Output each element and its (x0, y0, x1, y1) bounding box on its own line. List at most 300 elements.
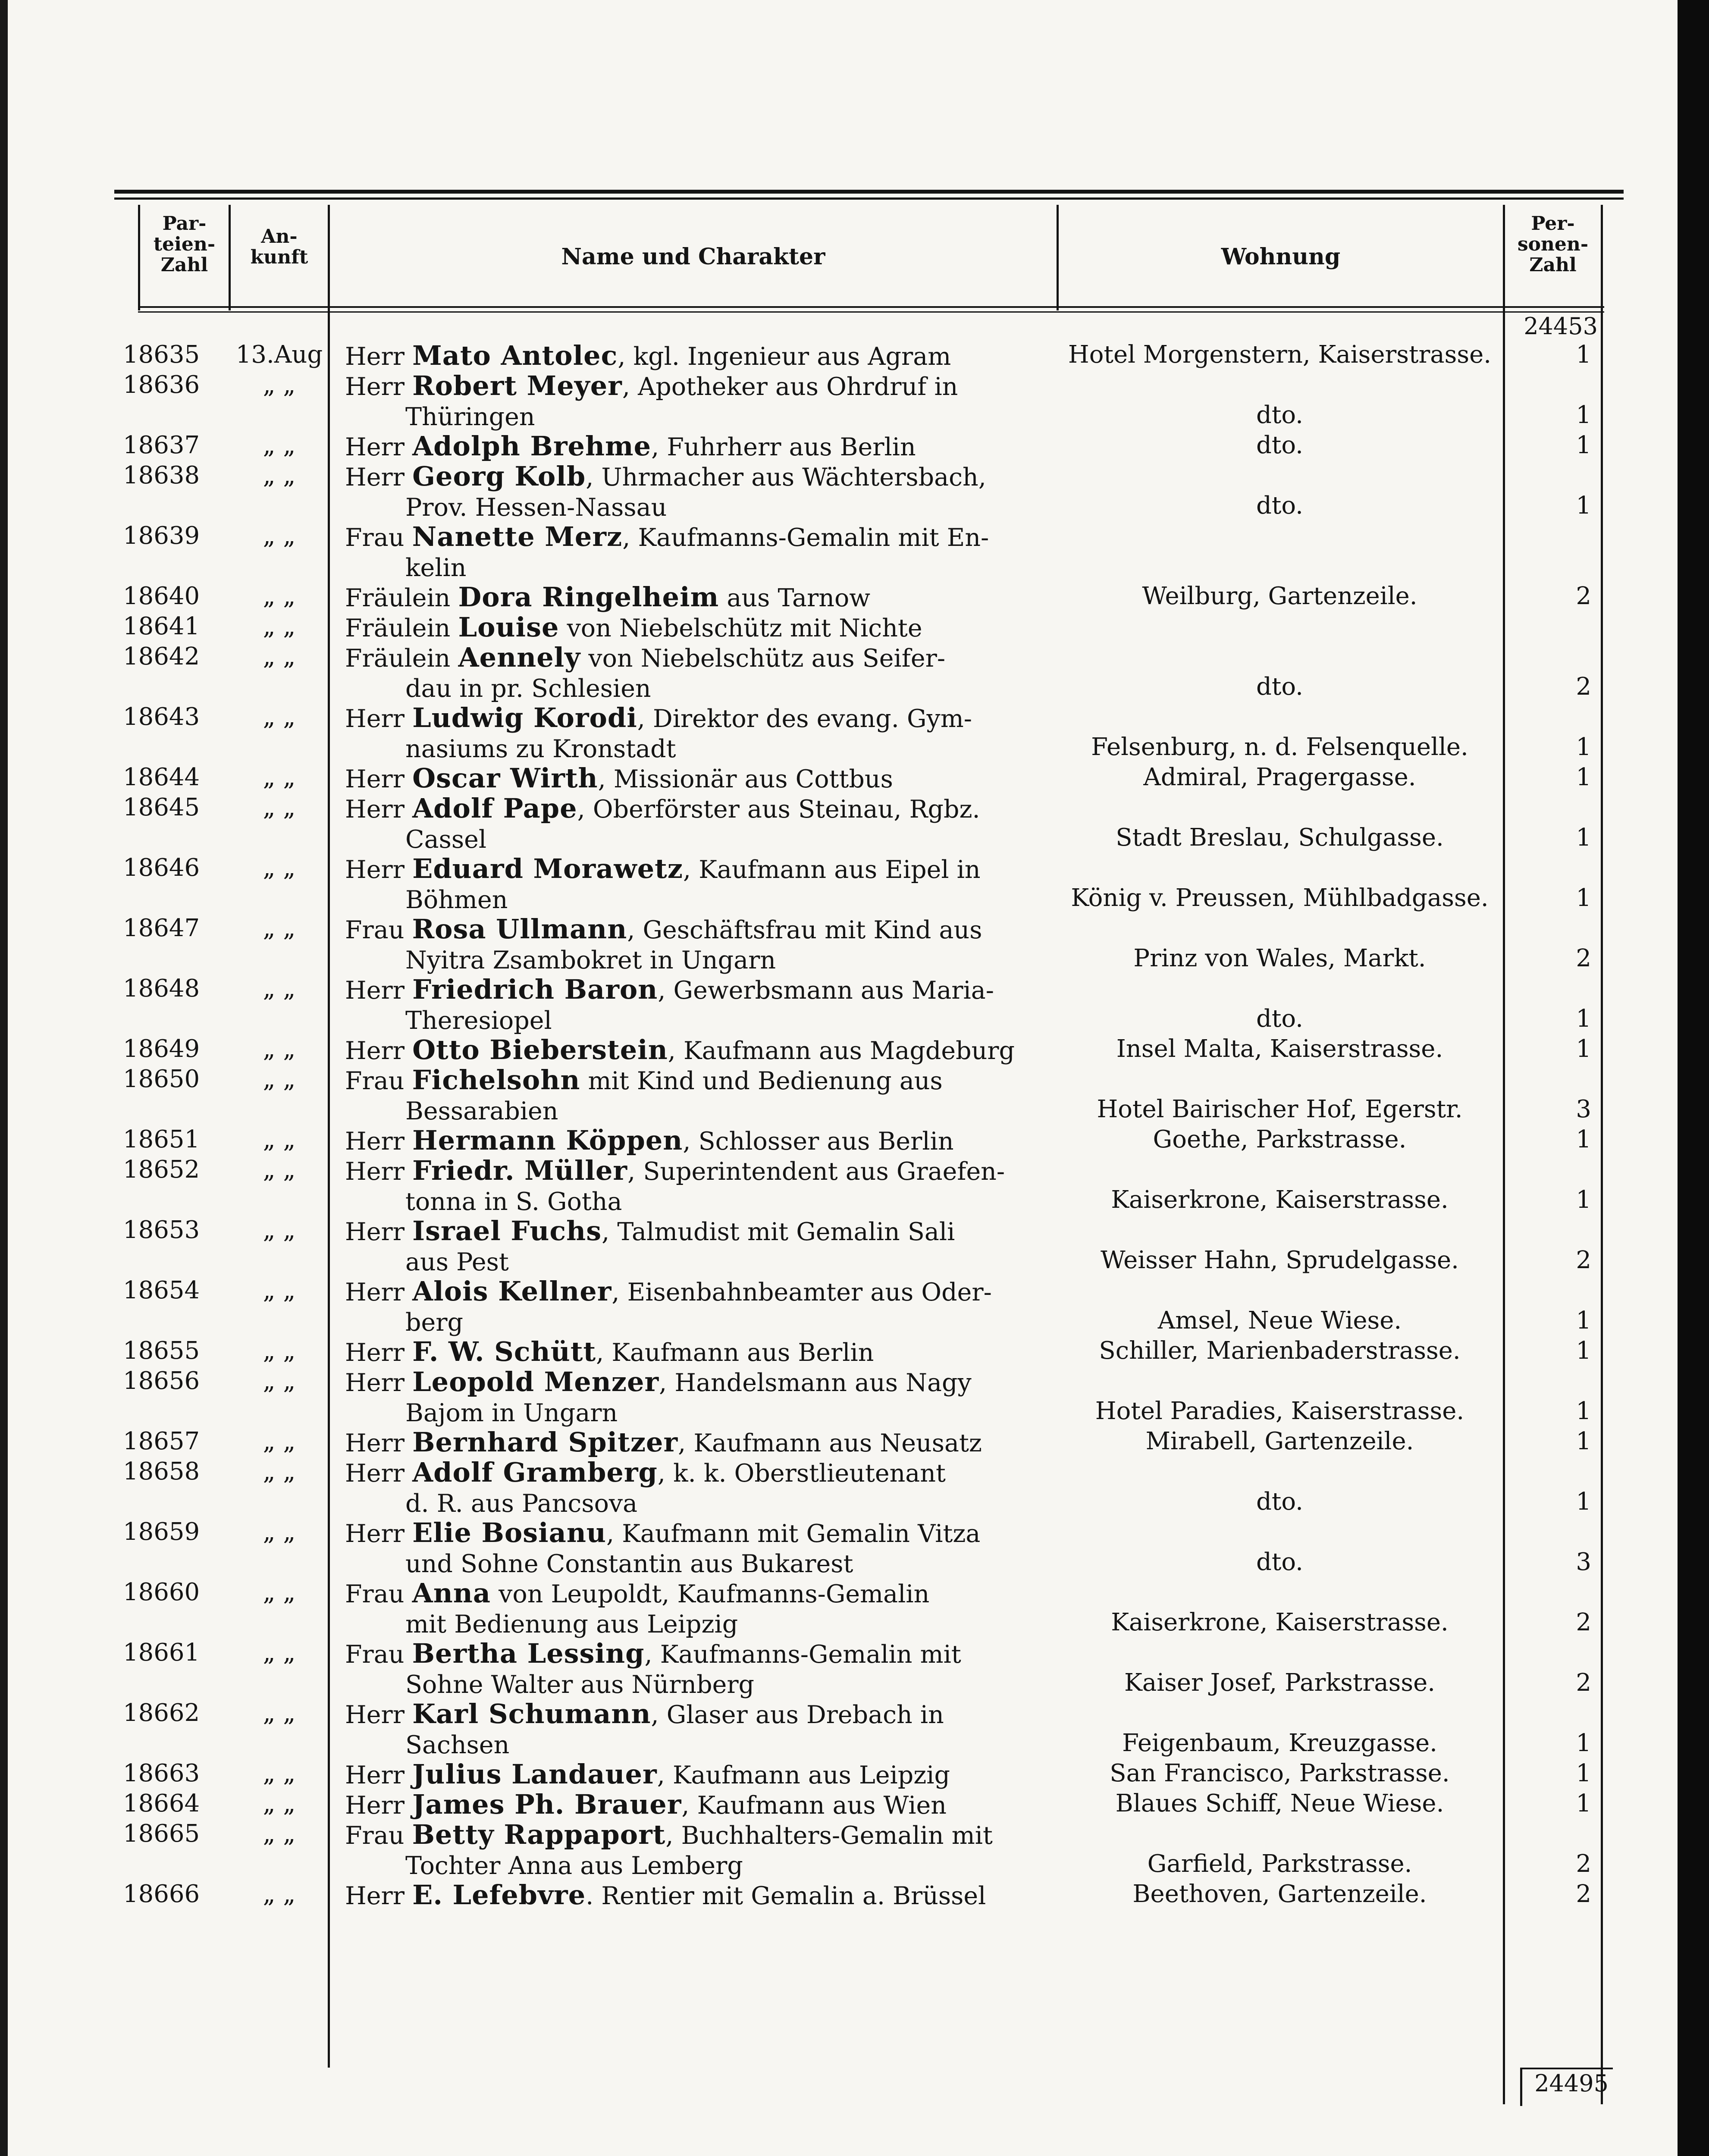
guest-description: , Kaufmann mit Gemalin Vitza (606, 1520, 981, 1548)
residence: Garfield, Parkstrasse. (1147, 1850, 1412, 1878)
guest-entry (345, 612, 1048, 643)
guest-entry-line (345, 1789, 1048, 1821)
partei-number: 18638 (123, 461, 200, 489)
guest-description: , Schlosser aus Berlin (683, 1127, 954, 1156)
guest-entry-line (345, 341, 1048, 372)
guest-name: Fichelsohn (412, 1064, 580, 1096)
guest-name: Adolf Gramberg (412, 1457, 658, 1488)
guest-entry (345, 914, 1048, 975)
residence: Hotel Bairischer Hof, Egerstr. (1097, 1095, 1463, 1123)
guest-entry-line (345, 1759, 1048, 1790)
persons-count: 1 (1576, 1337, 1591, 1365)
guest-entry (345, 1125, 1048, 1156)
residence: Felsenburg, n. d. Felsenquelle. (1091, 733, 1468, 761)
arrival-date: „ „ (263, 1578, 296, 1606)
arrival-date: „ „ (263, 763, 296, 791)
top-rule-thin (114, 197, 1624, 200)
guest-entry-line (345, 763, 1048, 794)
guest-description: . Rentier mit Gemalin a. Brüssel (586, 1882, 986, 1910)
top-rule-thick (114, 190, 1624, 194)
arrival-date: „ „ (263, 975, 296, 1003)
guest-title: Herr (345, 1338, 405, 1367)
guest-entry-line (345, 1156, 1048, 1187)
guest-entry-line (345, 1457, 1048, 1489)
guest-title: Herr (345, 1459, 405, 1488)
residence: Feigenbaum, Kreuzgasse. (1122, 1729, 1437, 1757)
arrival-date: „ „ (263, 1337, 296, 1365)
guest-description-cont: Cassel (405, 825, 487, 854)
guest-name: Adolph Brehme (412, 430, 652, 462)
guest-title: Herr (345, 795, 405, 824)
scan-edge-right (1678, 0, 1709, 2156)
residence: Beethoven, Gartenzeile. (1132, 1880, 1427, 1908)
guest-name: Aennely (458, 642, 581, 673)
partei-number: 18657 (123, 1427, 200, 1455)
guest-title: Herr (345, 1127, 405, 1156)
arrival-date: „ „ (263, 371, 296, 399)
guest-entry-continuation (345, 734, 1048, 764)
guest-description: , k. k. Oberstlieutenant (657, 1459, 946, 1488)
guest-name: Eduard Morawetz (412, 853, 684, 884)
guest-description-cont: Bessarabien (405, 1097, 558, 1125)
guest-description: mit Kind und Bedienung aus (580, 1067, 943, 1095)
guest-name: Adolf Pape (412, 793, 577, 824)
arrival-date: „ „ (263, 1759, 296, 1787)
residence: Blaues Schiff, Neue Wiese. (1115, 1789, 1444, 1818)
guest-description-cont: tonna in S. Gotha (405, 1188, 622, 1216)
guest-description: , Missionär aus Cottbus (598, 765, 893, 793)
arrival-date: „ „ (263, 1156, 296, 1184)
guest-entry-line (345, 854, 1048, 885)
residence: dto. (1256, 401, 1303, 429)
header-name: Name und Charakter (561, 244, 825, 270)
guest-entry-line (345, 461, 1048, 492)
arrival-date: „ „ (263, 1789, 296, 1818)
guest-description: , Fuhrherr aus Berlin (651, 433, 916, 461)
guest-description: , Kaufmanns-Gemalin mit En- (622, 523, 989, 552)
guest-entry-continuation (345, 1730, 1048, 1760)
header-personen-line2: sonen- (1517, 233, 1589, 255)
guest-description-cont: Prov. Hessen-Nassau (405, 493, 667, 522)
scan-edge-left (0, 0, 8, 2156)
guest-description: von Leupoldt, Kaufmanns-Gemalin (491, 1580, 930, 1608)
partei-number: 18656 (123, 1367, 200, 1395)
guest-description: , Handelsmann aus Nagy (659, 1369, 972, 1397)
guest-description-cont: Thüringen (405, 403, 535, 431)
persons-count: 1 (1576, 1035, 1591, 1063)
guest-entry-line (345, 1578, 1048, 1609)
guest-description: , Gewerbsmann aus Maria- (658, 976, 994, 1005)
residence: Weisser Hahn, Sprudelgasse. (1101, 1246, 1459, 1274)
residence: Schiller, Marienbaderstrasse. (1099, 1337, 1461, 1365)
guest-name: James Ph. Brauer (412, 1789, 682, 1820)
residence: Weilburg, Gartenzeile. (1142, 582, 1417, 610)
partei-number: 18659 (123, 1518, 200, 1546)
partei-number: 18641 (123, 612, 200, 640)
guest-name: Anna (412, 1577, 491, 1609)
partei-number: 18648 (123, 975, 200, 1003)
residence: Mirabell, Gartenzeile. (1145, 1427, 1414, 1455)
guest-description: von Niebelschütz aus Seifer- (580, 644, 946, 673)
guest-title: Frau (345, 1640, 405, 1669)
header-ankunft (231, 226, 328, 268)
arrival-date: „ „ (263, 854, 296, 882)
guest-entry (345, 1427, 1048, 1458)
guest-name: Israel Fuchs (412, 1215, 602, 1247)
persons-count: 1 (1576, 431, 1591, 459)
guest-entry-continuation (345, 1187, 1048, 1217)
guest-title: Frau (345, 1580, 405, 1608)
partei-number: 18637 (123, 431, 200, 459)
arrival-date: „ „ (263, 1035, 296, 1063)
persons-count: 2 (1576, 1669, 1591, 1697)
guest-name: Julius Landauer (412, 1758, 657, 1790)
guest-title: Herr (345, 1882, 405, 1910)
guest-description: , Direktor des evang. Gym- (637, 705, 972, 733)
arrival-date: „ „ (263, 914, 296, 942)
guest-description: , Kaufmann aus Wien (681, 1791, 947, 1820)
guest-entry (345, 461, 1048, 523)
arrival-date: „ „ (263, 793, 296, 821)
arrival-date: „ „ (263, 612, 296, 640)
guest-name: Betty Rappaport (412, 1819, 666, 1850)
guest-entry-line (345, 793, 1048, 824)
guest-entry-line (345, 1518, 1048, 1549)
guest-entry-line (345, 975, 1048, 1006)
residence: dto. (1256, 1548, 1303, 1576)
persons-count: 2 (1576, 582, 1591, 610)
guest-description-cont: Theresiopel (405, 1006, 552, 1035)
partei-number: 18655 (123, 1337, 200, 1365)
residence: Hotel Paradies, Kaiserstrasse. (1095, 1397, 1464, 1425)
arrival-date: „ „ (263, 1820, 296, 1848)
guest-entry (345, 522, 1048, 583)
header-rule-2 (138, 311, 1604, 313)
residence: Goethe, Parkstrasse. (1153, 1125, 1407, 1153)
partei-number: 18660 (123, 1578, 200, 1606)
guest-title: Herr (345, 976, 405, 1005)
guest-entry-continuation (345, 492, 1048, 523)
guest-entry-continuation (345, 402, 1048, 432)
partei-number: 18651 (123, 1125, 200, 1153)
guest-entry (345, 975, 1048, 1036)
divider-personen-left (1503, 205, 1505, 2104)
guest-name: Oscar Wirth (412, 762, 598, 794)
guest-name: Nanette Merz (412, 521, 623, 552)
guest-name: Friedr. Müller (412, 1155, 628, 1186)
guest-entry-line (345, 1337, 1048, 1368)
guest-entry-line (345, 612, 1048, 643)
guest-entry-continuation (345, 1307, 1048, 1338)
arrival-date: „ „ (263, 1699, 296, 1727)
arrival-date: „ „ (263, 1065, 296, 1093)
partei-number: 18635 (123, 341, 200, 369)
partei-number: 18654 (123, 1276, 200, 1304)
persons-count: 1 (1576, 733, 1591, 761)
guest-name: Georg Kolb (412, 461, 586, 492)
guest-entry (345, 1337, 1048, 1368)
guest-description: von Niebelschütz mit Nichte (559, 614, 922, 642)
persons-count: 1 (1576, 1005, 1591, 1033)
guest-name: Friedrich Baron (412, 974, 658, 1005)
residence: dto. (1256, 431, 1303, 459)
persons-count: 2 (1576, 1246, 1591, 1274)
persons-count: 1 (1576, 1125, 1591, 1153)
partei-number: 18636 (123, 371, 200, 399)
guest-entry (345, 341, 1048, 372)
guest-entry-continuation (345, 945, 1048, 975)
guest-description: , Kaufmann aus Leipzig (657, 1761, 950, 1789)
arrival-date: „ „ (263, 1639, 296, 1667)
partei-number: 18642 (123, 642, 200, 671)
residence: König v. Preussen, Mühlbadgasse. (1071, 884, 1489, 912)
partei-number: 18663 (123, 1759, 200, 1787)
residence: dto. (1256, 673, 1303, 701)
partei-number: 18640 (123, 582, 200, 610)
persons-count: 1 (1576, 341, 1591, 369)
guest-description-cont: Tochter Anna aus Lemberg (405, 1852, 743, 1880)
guest-description-cont: Bajom in Ungarn (405, 1399, 618, 1427)
guest-entry (345, 1699, 1048, 1760)
guest-entry-continuation (345, 553, 1048, 583)
guest-entry (345, 703, 1048, 764)
persons-count: 1 (1576, 1427, 1591, 1455)
guest-entry (345, 1820, 1048, 1881)
header-ankunft-line2: kunft (250, 246, 308, 268)
guest-title: Fräulein (345, 614, 451, 642)
guest-title: Herr (345, 1520, 405, 1548)
partei-number: 18662 (123, 1699, 200, 1727)
partei-number: 18661 (123, 1639, 200, 1667)
guest-entry-line (345, 371, 1048, 402)
persons-count: 1 (1576, 1729, 1591, 1757)
partei-number: 18658 (123, 1457, 200, 1485)
arrival-date: „ „ (263, 1216, 296, 1244)
partei-number: 18647 (123, 914, 200, 942)
guest-description-cont: kelin (405, 554, 467, 582)
guest-title: Herr (345, 373, 405, 401)
header-ankunft-line1: An- (261, 226, 298, 248)
guest-title: Fräulein (345, 584, 451, 612)
guest-entry-continuation (345, 1398, 1048, 1428)
guest-entry-line (345, 582, 1048, 613)
header-personen (1505, 213, 1601, 276)
header-partei-line3: Zahl (160, 254, 208, 276)
persons-count: 1 (1576, 884, 1591, 912)
residence: Stadt Breslau, Schulgasse. (1116, 824, 1444, 852)
guest-entry (345, 1276, 1048, 1338)
guest-entry (345, 1216, 1048, 1277)
guest-entry-continuation (345, 1851, 1048, 1881)
header-personen-line1: Per- (1531, 213, 1575, 235)
guest-name: Rosa Ullmann (412, 913, 627, 945)
residence: Prinz von Wales, Markt. (1133, 944, 1426, 972)
guest-description: , kgl. Ingenieur aus Agram (618, 342, 951, 371)
guest-description-cont: dau in pr. Schlesien (405, 674, 651, 703)
guest-title: Herr (345, 856, 405, 884)
guest-name: Bertha Lessing (412, 1638, 645, 1669)
guest-name: Hermann Köppen (412, 1125, 683, 1156)
guest-entry (345, 1065, 1048, 1126)
guest-description-cont: mit Bedienung aus Leipzig (405, 1610, 738, 1639)
guest-description: , Kaufmann aus Berlin (596, 1338, 874, 1367)
arrival-date: „ „ (263, 1427, 296, 1455)
guest-entry-continuation (345, 674, 1048, 704)
arrival-date: „ „ (263, 703, 296, 731)
arrival-date: „ „ (263, 1518, 296, 1546)
guest-title: Herr (345, 1218, 405, 1246)
guest-title: Herr (345, 342, 405, 371)
guest-entry (345, 1035, 1048, 1066)
residence: dto. (1256, 1488, 1303, 1516)
guest-entry-line (345, 1367, 1048, 1398)
partei-number: 18646 (123, 854, 200, 882)
guest-entry (345, 1789, 1048, 1821)
guest-name: Dora Ringelheim (458, 581, 719, 613)
carry-out-total: 24495 (1534, 2070, 1609, 2097)
guest-entry-line (345, 1125, 1048, 1156)
guest-title: Herr (345, 1791, 405, 1820)
guest-name: Louise (458, 611, 559, 643)
guest-entry-continuation (345, 1006, 1048, 1036)
guest-entry-continuation (345, 885, 1048, 915)
guest-title: Herr (345, 765, 405, 793)
partei-number: 18652 (123, 1156, 200, 1184)
persons-count: 1 (1576, 1759, 1591, 1787)
guest-entry (345, 1518, 1048, 1579)
guest-entry (345, 431, 1048, 462)
guest-name: Otto Bieberstein (412, 1034, 668, 1065)
persons-count: 2 (1576, 1880, 1591, 1908)
residence: San Francisco, Parkstrasse. (1110, 1759, 1450, 1787)
persons-count: 1 (1576, 824, 1591, 852)
partei-number: 18664 (123, 1789, 200, 1818)
guest-entry (345, 1639, 1048, 1700)
partei-number: 18666 (123, 1880, 200, 1908)
guest-entry (345, 371, 1048, 432)
partei-number: 18653 (123, 1216, 200, 1244)
residence: Kaiserkrone, Kaiserstrasse. (1111, 1186, 1449, 1214)
guest-entry-continuation (345, 1609, 1048, 1639)
guest-description-cont: aus Pest (405, 1248, 509, 1276)
guest-description-cont: d. R. aus Pancsova (405, 1489, 638, 1518)
guest-entry-line (345, 1276, 1048, 1307)
guest-description: , Buchhalters-Gemalin mit (665, 1821, 993, 1850)
persons-count: 1 (1576, 401, 1591, 429)
divider-personen-right (1601, 205, 1603, 2104)
guest-entry (345, 1156, 1048, 1217)
guest-entry (345, 582, 1048, 613)
persons-count: 1 (1576, 1789, 1591, 1818)
arrival-date: „ „ (263, 582, 296, 610)
guest-description: , Eisenbahnbeamter aus Oder- (611, 1278, 992, 1307)
guest-name: E. Lefebvre (412, 1879, 586, 1911)
guest-entry-continuation (345, 1489, 1048, 1519)
guest-name: Robert Meyer (412, 370, 622, 401)
persons-count: 2 (1576, 944, 1591, 972)
header-rule (138, 306, 1604, 308)
guest-description: , Uhrmacher aus Wächtersbach, (586, 463, 986, 492)
guest-title: Herr (345, 1369, 405, 1397)
guest-description: , Kaufmann aus Neusatz (678, 1429, 982, 1457)
guest-title: Frau (345, 1821, 405, 1850)
guest-entry (345, 1578, 1048, 1639)
guest-name: Elie Bosianu (412, 1517, 606, 1548)
guest-title: Frau (345, 916, 405, 944)
guest-description: , Oberförster aus Steinau, Rgbz. (577, 795, 980, 824)
guest-entry-continuation (345, 1247, 1048, 1277)
guest-entry (345, 1367, 1048, 1428)
partei-number: 18650 (123, 1065, 200, 1093)
arrival-date: „ „ (263, 1880, 296, 1908)
guest-entry (345, 1457, 1048, 1519)
header-partei-line1: Par- (162, 213, 207, 235)
guest-description-cont: Nyitra Zsambokret in Ungarn (405, 946, 776, 975)
guest-title: Herr (345, 433, 405, 461)
residence: Kaiser Josef, Parkstrasse. (1124, 1669, 1436, 1697)
guest-entry-line (345, 1820, 1048, 1851)
residence: dto. (1256, 1005, 1303, 1033)
guest-title: Herr (345, 1278, 405, 1307)
arrival-date: „ „ (263, 1367, 296, 1395)
guest-entry-continuation (345, 824, 1048, 855)
residence: Admiral, Pragergasse. (1143, 763, 1416, 791)
guest-description: , Talmudist mit Gemalin Sali (602, 1218, 955, 1246)
guest-name: Karl Schumann (412, 1698, 651, 1730)
guest-name: Bernhard Spitzer (412, 1426, 678, 1458)
guest-entry (345, 763, 1048, 794)
arrival-date: „ „ (263, 1125, 296, 1153)
guest-entry-line (345, 1216, 1048, 1247)
header-partei-line2: teien- (153, 233, 216, 255)
guest-entry-line (345, 1699, 1048, 1730)
persons-count: 1 (1576, 1397, 1591, 1425)
guest-title: Frau (345, 1067, 405, 1095)
guest-description: aus Tarnow (719, 584, 871, 612)
guest-title: Herr (345, 705, 405, 733)
divider-name-left (328, 205, 330, 2068)
guest-name: Alois Kellner (412, 1275, 612, 1307)
guest-entry-line (345, 1639, 1048, 1670)
guest-title: Herr (345, 1701, 405, 1729)
persons-count: 2 (1576, 673, 1591, 701)
arrival-date: „ „ (263, 642, 296, 671)
header-partei (140, 213, 229, 276)
guest-entry-line (345, 642, 1048, 674)
guest-entry-line (345, 431, 1048, 462)
partei-number: 18665 (123, 1820, 200, 1848)
guest-name: Leopold Menzer (412, 1366, 659, 1398)
guest-description-cont: nasiums zu Kronstadt (405, 735, 676, 763)
partei-number: 18645 (123, 793, 200, 821)
header-personen-line3: Zahl (1529, 254, 1577, 276)
guest-description-cont: Sachsen (405, 1731, 510, 1759)
persons-count: 2 (1576, 1608, 1591, 1636)
guest-entry (345, 642, 1048, 704)
guest-title: Fräulein (345, 644, 451, 673)
guest-description-cont: Böhmen (405, 886, 508, 914)
persons-count: 2 (1576, 1850, 1591, 1878)
partei-number: 18649 (123, 1035, 200, 1063)
guest-name: Mato Antolec (412, 340, 618, 371)
guest-entry-line (345, 914, 1048, 945)
guest-title: Herr (345, 1157, 405, 1186)
guest-description: , Superintendent aus Graefen- (627, 1157, 1005, 1186)
guest-description-cont: Sohne Walter aus Nürnberg (405, 1670, 755, 1699)
guest-entry (345, 854, 1048, 915)
guest-entry (345, 1759, 1048, 1790)
guest-description-cont: und Sohne Constantin aus Bukarest (405, 1550, 853, 1578)
